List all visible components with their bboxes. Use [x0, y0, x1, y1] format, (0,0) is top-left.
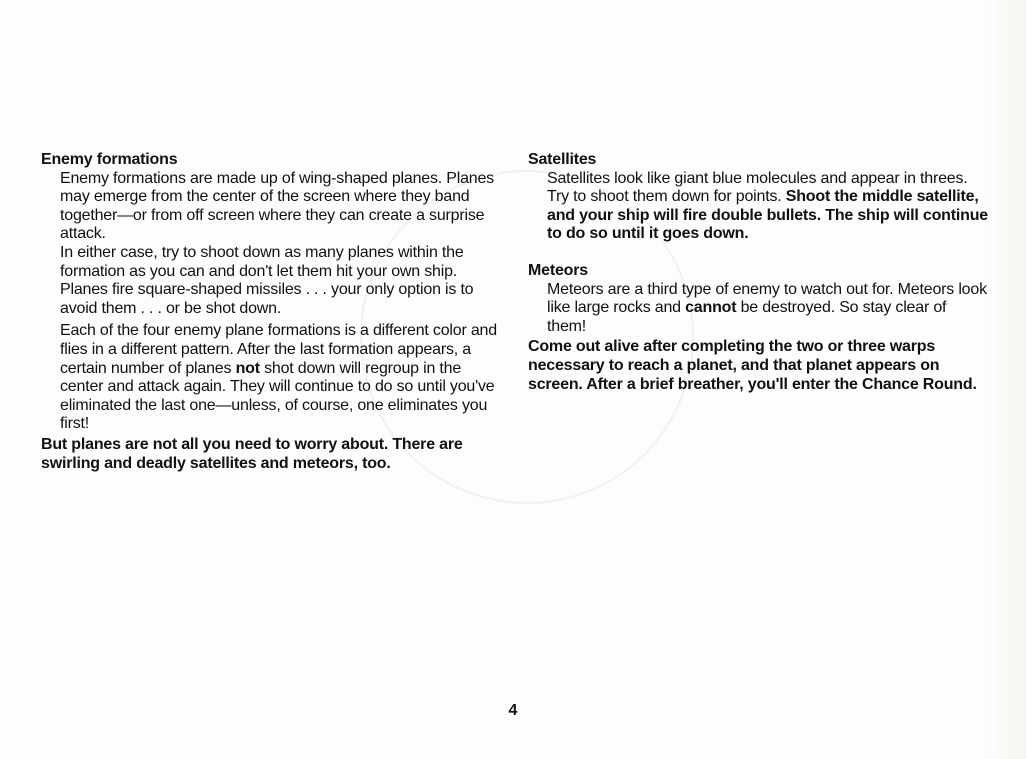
- right-closing-bold: Come out alive after completing the two or three warps necessary to reach a planet, and that planet appears on screen. After a brief breather, you'll enter the Chance Round.: [528, 338, 977, 393]
- enemy-paragraph-1: Enemy formations are made up of wing-shaped planes. Planes may emerge from the center of the screen where they band together—or from off screen where they can create a surprise attack.: [60, 169, 494, 243]
- meteors-heading: Meteors: [528, 261, 588, 279]
- satellites-paragraph: [547, 170, 988, 244]
- page-edge-shadow: [986, 0, 1026, 759]
- enemy-paragraph-3-bold: not: [235, 359, 260, 377]
- satellites-text: Satellites look like giant blue molecules and appear in threes. Try to shoot them down for points.: [547, 169, 968, 206]
- satellites-heading: Satellites: [528, 151, 597, 168]
- page-number: 4: [508, 702, 518, 719]
- meteors-bold: cannot: [685, 299, 737, 317]
- right-column: [528, 151, 988, 394]
- enemy-formations-heading: Enemy formations: [41, 151, 178, 168]
- enemy-paragraph-2: In either case, try to shoot down as many planes within the formation as you can and don't let them hit your own ship. Planes fire square-shaped missiles . . . your only option is to avoid them . . . or be shot down.: [60, 243, 474, 317]
- satellites-bold: Shoot the middle satellite, and your ship will fire double bullets. The ship will continue to do so until it goes down.: [547, 188, 988, 243]
- meteors-text-b: be destroyed. So stay clear of them!: [547, 299, 947, 335]
- enemy-paragraph-3: [60, 322, 501, 434]
- enemy-paragraph-3-a: Each of the four enemy plane formations is a different color and flies in a different pattern. After the last formation appears, a certain number of planes: [60, 322, 497, 377]
- left-closing-bold: But planes are not all you need to worry about. There are swirling and deadly satellites and meteors, too.: [41, 435, 463, 472]
- meteors-text-a: Meteors are a third type of enemy to watch out for. Meteors look like large rocks and: [547, 280, 987, 317]
- meteors-paragraph: [547, 281, 988, 337]
- enemy-paragraph-3-b: shot down will regroup in the center and attack again. They will continue to do so until you've eliminated the last one—unless, of course, one eliminates you first!: [60, 359, 495, 433]
- left-column: [41, 151, 501, 473]
